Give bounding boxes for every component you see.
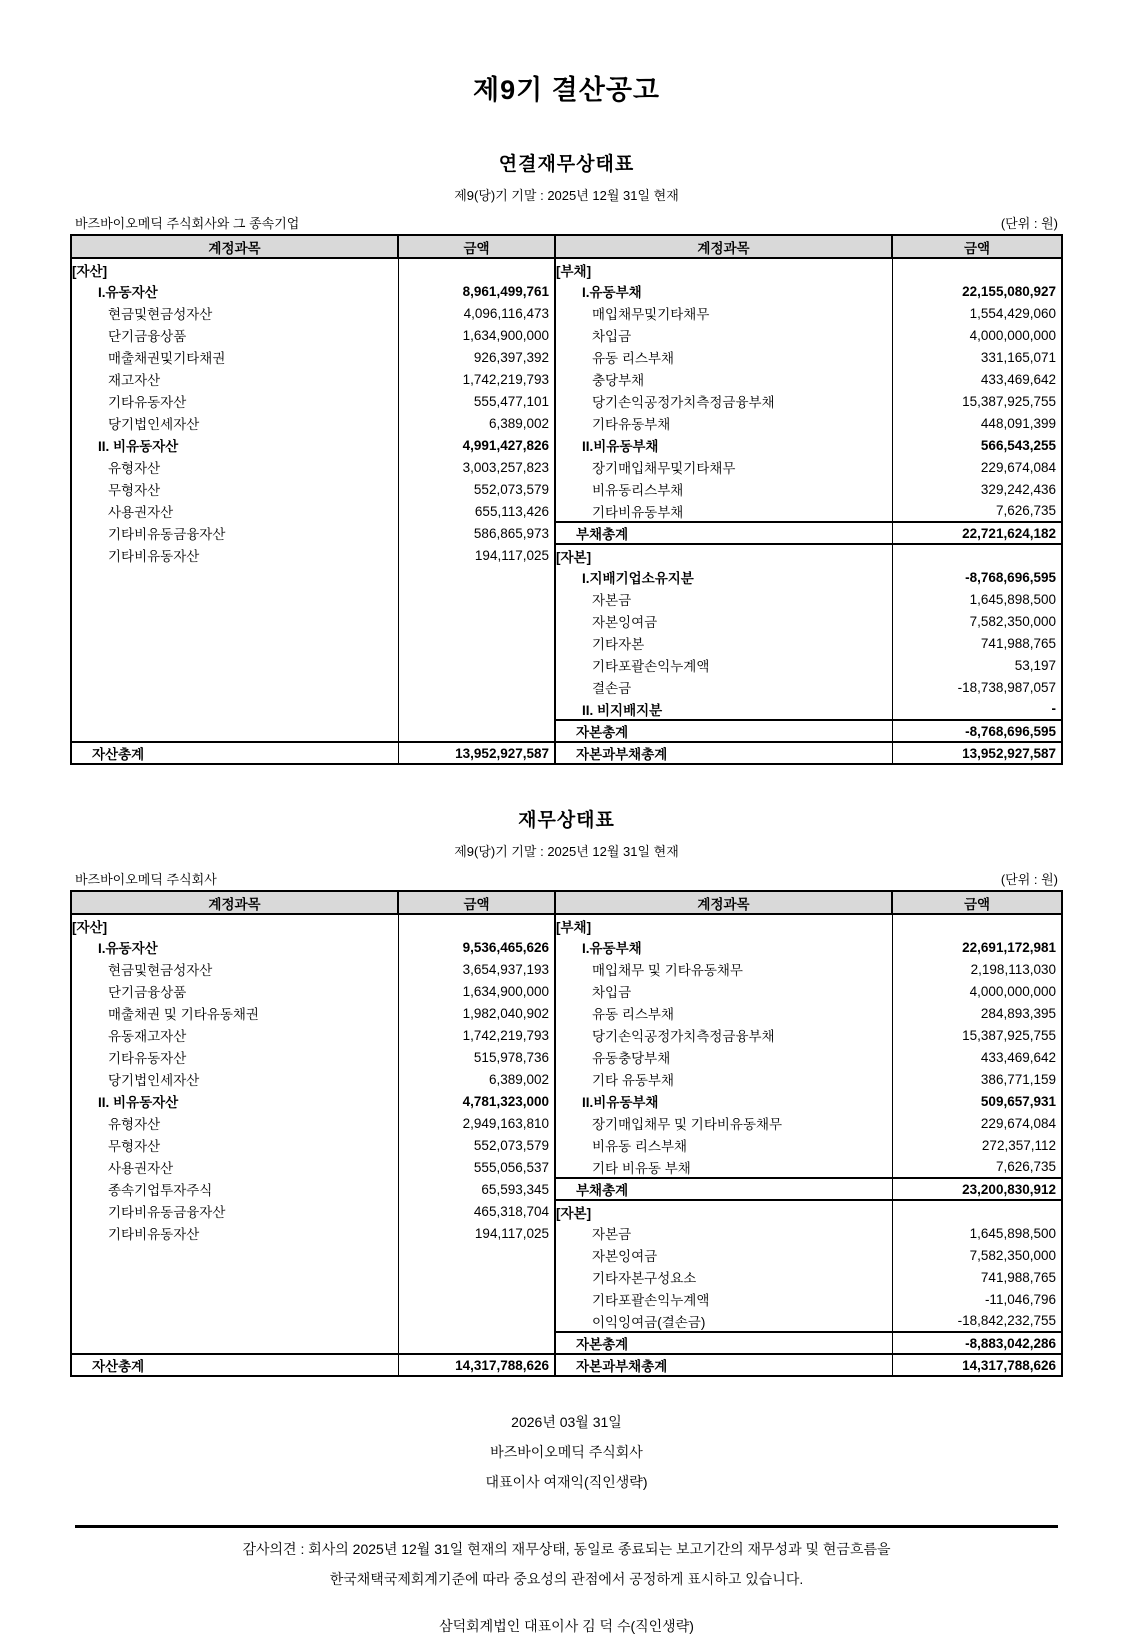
amount-cell: 4,000,000,000 — [969, 327, 1056, 343]
amount-cell: 7,582,350,000 — [969, 613, 1056, 629]
account-cell: 비유동리스부채 — [555, 478, 892, 500]
account-cell: I.유동부채 — [555, 936, 892, 958]
amount-cell: 926,397,392 — [398, 346, 555, 368]
amount-cell — [398, 654, 555, 676]
amount-cell: 1,634,900,000 — [398, 324, 555, 346]
account-cell: 당기법인세자산 — [71, 1068, 398, 1090]
account-cell — [71, 1266, 398, 1288]
account-cell: [자본] — [555, 544, 892, 566]
account-cell: 현금및현금성자산 — [71, 958, 398, 980]
table-row — [71, 914, 1062, 936]
separate-statement-title: 재무상태표 — [518, 810, 615, 831]
account-cell: 매출채권 및 기타유동채권 — [71, 1002, 398, 1024]
amount-cell: 22,155,080,927 — [962, 283, 1056, 299]
section-gap — [0, 765, 1133, 805]
account-cell — [71, 1332, 398, 1354]
separate-unit-label: (단위 : 원) — [1000, 872, 1058, 887]
amount-cell: 7,582,350,000 — [969, 1247, 1056, 1263]
account-cell: 자산총계 — [71, 1354, 398, 1376]
table-row — [71, 1134, 1062, 1156]
table-row — [71, 1354, 1062, 1376]
amount-cell — [398, 566, 555, 588]
table-row — [71, 1244, 1062, 1266]
amount-cell: 8,961,499,761 — [398, 280, 555, 302]
account-cell: II. 비유동자산 — [71, 434, 398, 456]
consolidated-statement-title: 연결재무상태표 — [498, 154, 635, 175]
account-cell: 유동재고자산 — [71, 1024, 398, 1046]
table-row — [71, 566, 1062, 588]
amount-cell: 386,771,159 — [980, 1071, 1056, 1087]
amount-cell: 509,657,931 — [980, 1093, 1056, 1109]
column-header: 계정과목 — [71, 235, 398, 258]
consolidated-balance-sheet-table — [70, 234, 1063, 765]
account-cell: 유형자산 — [71, 456, 398, 478]
document-title: 제9기 결산공고 — [472, 75, 660, 105]
table-row — [71, 1090, 1062, 1112]
account-cell: 기타비유동금융자산 — [71, 522, 398, 544]
table-row — [71, 1178, 1062, 1200]
audit-opinion-line1: 감사의견 : 회사의 2025년 12월 31일 현재의 재무상태, 동일로 종료되는 보고기간의 재무성과 및 현금흐름을 — [242, 1541, 891, 1557]
column-header: 금액 — [398, 891, 555, 914]
account-cell: II.비유동부채 — [555, 1090, 892, 1112]
account-cell: 부채총계 — [555, 1178, 892, 1200]
amount-cell — [398, 610, 555, 632]
amount-cell: -11,046,796 — [984, 1291, 1056, 1307]
audit-opinion-text — [0, 1534, 1133, 1594]
table-header-row — [71, 891, 1062, 914]
account-cell — [71, 1244, 398, 1266]
account-cell — [71, 720, 398, 742]
column-header: 계정과목 — [71, 891, 398, 914]
account-cell: [자본] — [555, 1200, 892, 1222]
amount-cell: 13,952,927,587 — [398, 742, 555, 764]
table-row — [71, 390, 1062, 412]
amount-cell: 4,096,116,473 — [398, 302, 555, 324]
amount-cell: 4,000,000,000 — [969, 983, 1056, 999]
amount-cell: 552,073,579 — [398, 1134, 555, 1156]
table-row — [71, 412, 1062, 434]
account-cell: 장기매입채무및기타채무 — [555, 456, 892, 478]
account-cell — [71, 632, 398, 654]
amount-cell: 586,865,973 — [398, 522, 555, 544]
amount-cell: 194,117,025 — [398, 1222, 555, 1244]
amount-cell: -18,738,987,057 — [957, 679, 1056, 695]
table-row — [71, 544, 1062, 566]
amount-cell: 1,554,429,060 — [969, 305, 1056, 321]
amount-cell: 4,781,323,000 — [398, 1090, 555, 1112]
amount-cell: 23,200,830,912 — [892, 1178, 1062, 1200]
account-cell — [71, 610, 398, 632]
audit-divider-rule — [75, 1525, 1058, 1528]
amount-cell: 7,626,735 — [995, 503, 1056, 518]
amount-cell: 1,645,898,500 — [969, 1225, 1056, 1241]
account-cell: 당기손익공정가치측정금융부채 — [555, 390, 892, 412]
account-cell — [71, 698, 398, 720]
table-row — [71, 368, 1062, 390]
table-row — [71, 1002, 1062, 1024]
amount-cell: 14,317,788,626 — [892, 1354, 1062, 1376]
table-row — [71, 302, 1062, 324]
amount-cell — [892, 1200, 1062, 1222]
consolidated-table-mount — [0, 234, 1133, 765]
table-row — [71, 610, 1062, 632]
amount-cell: 1,634,900,000 — [398, 980, 555, 1002]
amount-cell — [398, 676, 555, 698]
table-row — [71, 522, 1062, 544]
amount-cell: 515,978,736 — [398, 1046, 555, 1068]
account-cell: 당기손익공정가치측정금융부채 — [555, 1024, 892, 1046]
account-cell: 충당부채 — [555, 368, 892, 390]
table-row — [71, 980, 1062, 1002]
account-cell: II. 비지배지분 — [555, 698, 892, 720]
account-cell: 매입채무및기타채무 — [555, 302, 892, 324]
account-cell — [71, 566, 398, 588]
account-cell: I.유동부채 — [555, 280, 892, 302]
amount-cell: 331,165,071 — [980, 349, 1056, 365]
amount-cell: 53,197 — [1014, 657, 1056, 673]
amount-cell: -18,842,232,755 — [957, 1313, 1056, 1328]
account-cell: 사용권자산 — [71, 1156, 398, 1178]
amount-cell: 65,593,345 — [398, 1178, 555, 1200]
amount-cell: 741,988,765 — [980, 1269, 1056, 1285]
account-cell: 장기매입채무 및 기타비유동채무 — [555, 1112, 892, 1134]
account-cell: 유동충당부채 — [555, 1046, 892, 1068]
table-row — [71, 1332, 1062, 1354]
account-cell: II. 비유동자산 — [71, 1090, 398, 1112]
separate-meta-row — [75, 869, 1058, 888]
auditor-signature-line: 삼덕회계법인 대표이사 김 덕 수(직인생략) — [439, 1618, 694, 1634]
account-cell: II.비유동부채 — [555, 434, 892, 456]
table-row — [71, 1310, 1062, 1332]
separate-table-mount — [0, 890, 1133, 1377]
amount-cell: 22,691,172,981 — [962, 939, 1056, 955]
amount-cell: 6,389,002 — [398, 412, 555, 434]
amount-cell: 7,626,735 — [995, 1159, 1056, 1174]
amount-cell: 229,674,084 — [980, 459, 1056, 475]
amount-cell — [398, 1332, 555, 1354]
account-cell: 결손금 — [555, 676, 892, 698]
account-cell: 자산총계 — [71, 742, 398, 764]
table-row — [71, 500, 1062, 522]
account-cell: I.유동자산 — [71, 280, 398, 302]
amount-cell: 272,357,112 — [981, 1137, 1056, 1153]
amount-cell: 2,198,113,030 — [970, 961, 1056, 977]
account-cell: 유동 리스부채 — [555, 1002, 892, 1024]
amount-cell: 15,387,925,755 — [962, 393, 1056, 409]
amount-cell: 1,742,219,793 — [398, 368, 555, 390]
amount-cell: 15,387,925,755 — [962, 1027, 1056, 1043]
table-row — [71, 742, 1062, 764]
amount-cell: 329,242,436 — [980, 481, 1056, 497]
amount-cell: 1,982,040,902 — [398, 1002, 555, 1024]
account-cell: 자본과부채총계 — [555, 742, 892, 764]
table-row — [71, 936, 1062, 958]
account-cell: 매입채무 및 기타유동채무 — [555, 958, 892, 980]
account-cell: 자본금 — [555, 588, 892, 610]
account-cell: 자본잉여금 — [555, 610, 892, 632]
amount-cell — [398, 914, 555, 936]
account-cell: I.지배기업소유지분 — [555, 566, 892, 588]
account-cell — [71, 676, 398, 698]
amount-cell — [398, 1266, 555, 1288]
account-cell — [71, 1310, 398, 1332]
account-cell: 자본총계 — [555, 720, 892, 742]
amount-cell — [398, 258, 555, 280]
report-date: 2026년 03월 31일 — [511, 1414, 622, 1430]
amount-cell — [892, 914, 1062, 936]
amount-cell: 566,543,255 — [980, 437, 1056, 453]
amount-cell: 2,949,163,810 — [398, 1112, 555, 1134]
table-row — [71, 654, 1062, 676]
amount-cell: -8,768,696,595 — [892, 720, 1062, 742]
amount-cell — [398, 720, 555, 742]
table-row — [71, 720, 1062, 742]
account-cell: 기타유동자산 — [71, 1046, 398, 1068]
table-row — [71, 1222, 1062, 1244]
amount-cell: 465,318,704 — [398, 1200, 555, 1222]
amount-cell — [398, 1244, 555, 1266]
account-cell: 당기법인세자산 — [71, 412, 398, 434]
account-cell — [71, 654, 398, 676]
column-header: 금액 — [398, 235, 555, 258]
table-row — [71, 1266, 1062, 1288]
amount-cell — [398, 588, 555, 610]
account-cell: 자본잉여금 — [555, 1244, 892, 1266]
table-row — [71, 1112, 1062, 1134]
account-cell: 기타 비유동 부채 — [555, 1156, 892, 1178]
amount-cell — [398, 1288, 555, 1310]
table-row — [71, 632, 1062, 654]
amount-cell: 4,991,427,826 — [398, 434, 555, 456]
amount-cell: 1,742,219,793 — [398, 1024, 555, 1046]
separate-statement-section — [0, 805, 1133, 1377]
table-row — [71, 1068, 1062, 1090]
consolidated-unit-label: (단위 : 원) — [1000, 216, 1058, 231]
column-header: 계정과목 — [555, 891, 892, 914]
account-cell: [자산] — [71, 914, 398, 936]
column-header: 금액 — [892, 891, 1062, 914]
account-cell: 단기금융상품 — [71, 324, 398, 346]
account-cell: 종속기업투자주식 — [71, 1178, 398, 1200]
table-row — [71, 456, 1062, 478]
table-row — [71, 676, 1062, 698]
amount-cell: 3,654,937,193 — [398, 958, 555, 980]
amount-cell: 9,536,465,626 — [398, 936, 555, 958]
separate-company-name: 바즈바이오메딕 주식회사 — [75, 872, 217, 887]
column-header: 계정과목 — [555, 235, 892, 258]
account-cell: 기타자본 — [555, 632, 892, 654]
account-cell: 자본총계 — [555, 1332, 892, 1354]
table-row — [71, 434, 1062, 456]
amount-cell: 552,073,579 — [398, 478, 555, 500]
table-row — [71, 1288, 1062, 1310]
account-cell: 기타포괄손익누계액 — [555, 654, 892, 676]
table-row — [71, 1200, 1062, 1222]
consolidated-meta-row — [75, 213, 1058, 232]
account-cell: [부채] — [555, 914, 892, 936]
amount-cell: 22,721,624,182 — [892, 522, 1062, 544]
amount-cell: 13,952,927,587 — [892, 742, 1062, 764]
signature-block — [0, 1407, 1133, 1497]
account-cell: 이익잉여금(결손금) — [555, 1310, 892, 1332]
consolidated-statement-caption: 제9(당)기 기말 : 2025년 12월 31일 현재 — [454, 188, 679, 203]
table-row — [71, 324, 1062, 346]
account-cell: 기타포괄손익누계액 — [555, 1288, 892, 1310]
amount-cell: 448,091,399 — [980, 415, 1056, 431]
amount-cell: 433,469,642 — [980, 371, 1056, 387]
account-cell: 기타비유동금융자산 — [71, 1200, 398, 1222]
amount-cell: 229,674,084 — [980, 1115, 1056, 1131]
account-cell — [71, 588, 398, 610]
amount-cell: 1,645,898,500 — [969, 591, 1056, 607]
amount-cell: -8,768,696,595 — [965, 569, 1056, 585]
ceo-signature-line: 대표이사 여재익(직인생략) — [485, 1474, 648, 1490]
separate-balance-sheet-table — [70, 890, 1063, 1377]
table-row — [71, 258, 1062, 280]
account-cell: 유동 리스부채 — [555, 346, 892, 368]
amount-cell: 14,317,788,626 — [398, 1354, 555, 1376]
amount-cell — [398, 632, 555, 654]
table-header-row — [71, 235, 1062, 258]
amount-cell — [398, 1310, 555, 1332]
table-row — [71, 346, 1062, 368]
account-cell: 재고자산 — [71, 368, 398, 390]
consolidated-company-name: 바즈바이오메딕 주식회사와 그 종속기업 — [75, 216, 300, 231]
amount-cell — [892, 258, 1062, 280]
account-cell: 부채총계 — [555, 522, 892, 544]
audit-opinion-line2: 한국채택국제회계기준에 따라 중요성의 관점에서 공정하게 표시하고 있습니다. — [329, 1571, 804, 1587]
account-cell — [71, 1288, 398, 1310]
table-row — [71, 958, 1062, 980]
account-cell: 기타유동자산 — [71, 390, 398, 412]
account-cell: 매출채권및기타채권 — [71, 346, 398, 368]
amount-cell: 194,117,025 — [398, 544, 555, 566]
amount-cell: -8,883,042,286 — [892, 1332, 1062, 1354]
account-cell: 기타비유동자산 — [71, 544, 398, 566]
table-row — [71, 1046, 1062, 1068]
account-cell: 유형자산 — [71, 1112, 398, 1134]
signature-company-name: 바즈바이오메딕 주식회사 — [490, 1444, 643, 1460]
account-cell: 단기금융상품 — [71, 980, 398, 1002]
amount-cell: 555,477,101 — [398, 390, 555, 412]
account-cell: 사용권자산 — [71, 500, 398, 522]
account-cell: 차입금 — [555, 980, 892, 1002]
amount-cell: 6,389,002 — [398, 1068, 555, 1090]
separate-statement-caption: 제9(당)기 기말 : 2025년 12월 31일 현재 — [454, 844, 679, 859]
account-cell: 기타비유동자산 — [71, 1222, 398, 1244]
amount-cell: 741,988,765 — [980, 635, 1056, 651]
account-cell: 무형자산 — [71, 1134, 398, 1156]
amount-cell: 555,056,537 — [398, 1156, 555, 1178]
account-cell: [부채] — [555, 258, 892, 280]
column-header: 금액 — [892, 235, 1062, 258]
account-cell: 자본과부채총계 — [555, 1354, 892, 1376]
account-cell: 비유동 리스부채 — [555, 1134, 892, 1156]
account-cell: 기타비유동부채 — [555, 500, 892, 522]
account-cell: 기타 유동부채 — [555, 1068, 892, 1090]
table-row — [71, 280, 1062, 302]
account-cell: I.유동자산 — [71, 936, 398, 958]
table-row — [71, 1024, 1062, 1046]
amount-cell — [892, 544, 1062, 566]
account-cell: 기타유동부채 — [555, 412, 892, 434]
table-row — [71, 478, 1062, 500]
account-cell: [자산] — [71, 258, 398, 280]
account-cell: 자본금 — [555, 1222, 892, 1244]
amount-cell: 284,893,395 — [980, 1005, 1056, 1021]
table-row — [71, 588, 1062, 610]
amount-cell: 3,003,257,823 — [398, 456, 555, 478]
table-row — [71, 1156, 1062, 1178]
consolidated-statement-section — [0, 149, 1133, 765]
amount-cell: - — [1051, 701, 1056, 716]
account-cell: 차입금 — [555, 324, 892, 346]
amount-cell: 433,469,642 — [980, 1049, 1056, 1065]
amount-cell: 655,113,426 — [398, 500, 555, 522]
account-cell: 기타자본구성요소 — [555, 1266, 892, 1288]
account-cell: 현금및현금성자산 — [71, 302, 398, 324]
table-row — [71, 698, 1062, 720]
amount-cell — [398, 698, 555, 720]
account-cell: 무형자산 — [71, 478, 398, 500]
